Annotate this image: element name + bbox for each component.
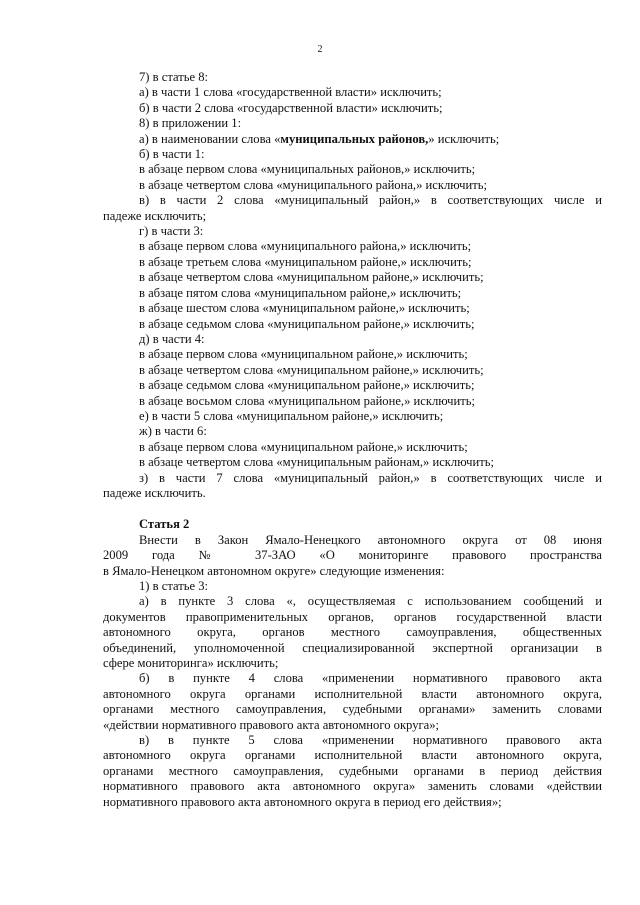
- paragraph-line: сфере мониторинга» исключить;: [103, 656, 279, 671]
- paragraph-line: падеже исключить.: [103, 485, 206, 500]
- paragraph-line: автономного округа, органов местного самоуправления, общественных: [103, 625, 602, 640]
- list-item: д) в части 4:: [139, 331, 205, 346]
- paragraph-line: объединений, уполномоченной специализированной экспертной организации в: [103, 640, 602, 655]
- list-item: 8) в приложении 1:: [139, 116, 242, 131]
- list-item: 1) в статье 3:: [139, 579, 209, 593]
- paragraph-line: автономного округа органами исполнительной власти автономного округа,: [103, 748, 602, 763]
- paragraph-line: нормативного правового акта автономного округа в период его действия»;: [103, 794, 502, 809]
- paragraph-line: в) в части 2 слова «муниципальный район,» в соответствующих числе и: [139, 193, 602, 208]
- list-item: в абзаце первом слова «муниципальном районе,» исключить;: [139, 439, 468, 454]
- paragraph-line: Внести в Закон Ямало-Ненецкого автономного округа от 08 июня: [139, 532, 602, 547]
- list-item: в абзаце седьмом слова «муниципальном районе,» исключить;: [139, 378, 475, 393]
- paragraph-line: органами местного самоуправления, судебными органами в период действия: [103, 763, 602, 778]
- article-heading: Статья 2: [139, 517, 190, 532]
- paragraph-line: нормативного правового акта автономного округа» заменить словами «действии: [103, 779, 602, 794]
- paragraph-line: документов правоприменительных органов, органов государственной власти: [103, 609, 602, 624]
- paragraph-line: органами местного самоуправления, судебными органами» заменить словами: [103, 702, 602, 717]
- list-item: а) в части 1 слова «государственной власти» исключить;: [139, 85, 442, 100]
- list-item: в абзаце первом слова «муниципального района,» исключить;: [139, 239, 472, 254]
- paragraph-line: 2009 года № 37-ЗАО «О мониторинге правового пространства: [103, 548, 602, 563]
- list-item: в абзаце четвертом слова «муниципального района,» исключить;: [139, 177, 488, 192]
- paragraph-line: в) в пункте 5 слова «применении нормативного правового акта: [139, 733, 602, 748]
- bold-text-fragment: муниципальных районов,: [280, 131, 429, 146]
- paragraph-line: з) в части 7 слова «муниципальный район,» в соответствующих числе и: [139, 470, 602, 485]
- list-item: б) в части 1:: [139, 147, 205, 162]
- list-item: в абзаце восьмом слова «муниципальном районе,» исключить;: [139, 393, 476, 408]
- list-item: в абзаце шестом слова «муниципальном районе,» исключить;: [139, 301, 470, 316]
- page-number: 2: [317, 44, 323, 55]
- list-item: г) в части 3:: [139, 224, 204, 239]
- list-item: 7) в статье 8:: [139, 70, 209, 84]
- paragraph-line: автономного округа органами исполнительной власти автономного округа,: [103, 686, 602, 701]
- list-item: в абзаце пятом слова «муниципальном районе,» исключить;: [139, 285, 462, 300]
- paragraph-line: б) в пункте 4 слова «применении нормативного правового акта: [139, 671, 602, 686]
- list-item: в абзаце первом слова «муниципальном районе,» исключить;: [139, 347, 468, 362]
- list-item: ж) в части 6:: [139, 424, 207, 439]
- paragraph-line: падеже исключить;: [103, 208, 207, 223]
- paragraph-line: а) в пункте 3 слова «, осуществляемая с использованием сообщений и: [139, 594, 602, 609]
- list-item: в абзаце первом слова «муниципальных районов,» исключить;: [139, 162, 476, 177]
- list-item: в абзаце седьмом слова «муниципальном районе,» исключить;: [139, 316, 475, 331]
- text-fragment: а) в наименовании слова «: [139, 131, 281, 146]
- list-item: в абзаце четвертом слова «муниципальным районам,» исключить;: [139, 455, 494, 470]
- paragraph-line: «действии нормативного правового акта автономного округа»;: [103, 717, 440, 732]
- list-item: в абзаце четвертом слова «муниципальном районе,» исключить;: [139, 362, 484, 377]
- list-item-naimenovanie: [103, 132, 602, 147]
- list-item: е) в части 5 слова «муниципальном районе,» исключить;: [139, 408, 444, 423]
- text-fragment: » исключить;: [428, 131, 500, 146]
- list-item: б) в части 2 слова «государственной власти» исключить;: [139, 100, 443, 115]
- document-body: [103, 70, 602, 810]
- list-item: в абзаце четвертом слова «муниципальном районе,» исключить;: [139, 270, 484, 285]
- list-item: в абзаце третьем слова «муниципальном районе,» исключить;: [139, 254, 472, 269]
- paragraph-line: в Ямало-Ненецком автономном округе» следующие изменения:: [103, 563, 445, 578]
